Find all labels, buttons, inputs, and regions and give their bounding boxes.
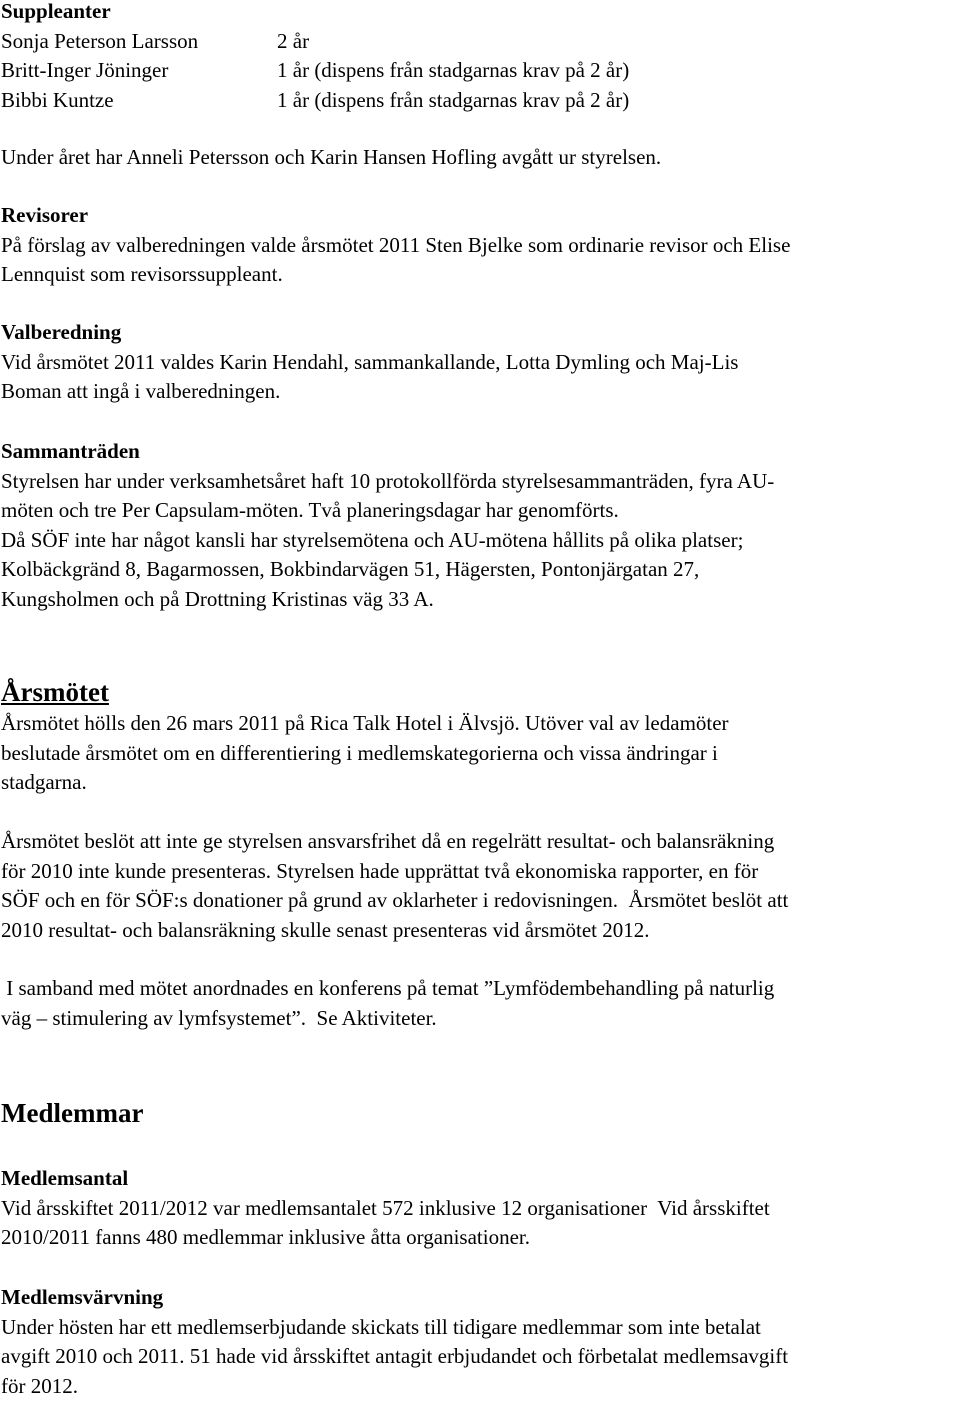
revisorer-line: Lennquist som revisorssuppleant. <box>1 260 959 290</box>
sammantraden-line: Kolbäckgränd 8, Bagarmossen, Bokbindarvägen 51, Hägersten, Pontonjärgatan 27, <box>1 555 959 585</box>
arsmotet-line: 2010 resultat- och balansräkning skulle senast presenteras vid årsmötet 2012. <box>1 916 959 946</box>
valberedning-heading: Valberedning <box>1 318 959 348</box>
arsmotet-line: Årsmötet hölls den 26 mars 2011 på Rica Talk Hotel i Älvsjö. Utöver val av ledamöter <box>1 709 959 739</box>
sammantraden-line: Då SÖF inte har något kansli har styrelsemötena och AU-mötena hållits på olika platser; <box>1 526 959 556</box>
suppleant-name: Bibbi Kuntze <box>1 86 277 116</box>
medlemsantal-heading: Medlemsantal <box>1 1164 959 1194</box>
arsmotet-section <box>1 676 959 708</box>
arsmotet-line: väg – stimulering av lymfsystemet”. Se Aktiviteter. <box>1 1004 959 1034</box>
medlemsantal-section <box>1 1164 959 1253</box>
medlemsvarvning-section <box>1 1283 959 1401</box>
suppleant-row <box>1 27 959 57</box>
medlemsantal-line: Vid årsskiftet 2011/2012 var medlemsantalet 572 inklusive 12 organisationer Vid årsskiftet <box>1 1194 959 1224</box>
suppleant-term: 1 år (dispens från stadgarnas krav på 2 år) <box>277 56 959 86</box>
arsmotet-line: SÖF och en för SÖF:s donationer på grund av oklarheter i redovisningen. Årsmötet beslöt att <box>1 886 959 916</box>
suppleant-row <box>1 86 959 116</box>
revisorer-section <box>1 201 959 290</box>
arsmotet-para-2 <box>1 827 959 945</box>
medlemmar-section <box>1 1097 959 1129</box>
arsmotet-line: beslutade årsmötet om en differentiering i medlemskategorierna och vissa ändringar i <box>1 739 959 769</box>
valberedning-section <box>1 318 959 407</box>
revisorer-heading: Revisorer <box>1 201 959 231</box>
arsmotet-line: I samband med mötet anordnades en konferens på temat ”Lymfödembehandling på naturlig <box>1 974 959 1004</box>
valberedning-line: Boman att ingå i valberedningen. <box>1 377 959 407</box>
avgatt-section <box>1 143 959 173</box>
suppleant-row <box>1 56 959 86</box>
valberedning-line: Vid årsmötet 2011 valdes Karin Hendahl, sammankallande, Lotta Dymling och Maj-Lis <box>1 348 959 378</box>
arsmotet-line: stadgarna. <box>1 768 959 798</box>
suppleant-term: 2 år <box>277 27 959 57</box>
sammantraden-section <box>1 437 959 614</box>
medlemsvarvning-heading: Medlemsvärvning <box>1 1283 959 1313</box>
sammantraden-heading: Sammanträden <box>1 437 959 467</box>
medlemsantal-line: 2010/2011 fanns 480 medlemmar inklusive åtta organisationer. <box>1 1223 959 1253</box>
arsmotet-para-1 <box>1 709 959 798</box>
suppleanter-section <box>1 0 959 115</box>
arsmotet-line: Årsmötet beslöt att inte ge styrelsen ansvarsfrihet då en regelrätt resultat- och balansräkning <box>1 827 959 857</box>
sammantraden-line: Kungsholmen och på Drottning Kristinas väg 33 A. <box>1 585 959 615</box>
suppleanter-heading: Suppleanter <box>1 0 959 27</box>
medlemsvarvning-line: Under hösten har ett medlemserbjudande skickats till tidigare medlemmar som inte betalat <box>1 1313 959 1343</box>
suppleant-name: Sonja Peterson Larsson <box>1 27 277 57</box>
arsmotet-heading: Årsmötet <box>1 676 959 708</box>
suppleant-term: 1 år (dispens från stadgarnas krav på 2 år) <box>277 86 959 116</box>
revisorer-line: På förslag av valberedningen valde årsmötet 2011 Sten Bjelke som ordinarie revisor och Elise <box>1 231 959 261</box>
arsmotet-para-3 <box>1 974 959 1033</box>
medlemmar-heading: Medlemmar <box>1 1097 959 1129</box>
avgatt-text: Under året har Anneli Petersson och Karin Hansen Hofling avgått ur styrelsen. <box>1 143 959 173</box>
arsmotet-line: för 2010 inte kunde presenteras. Styrelsen hade upprättat två ekonomiska rapporter, en för <box>1 857 959 887</box>
suppleant-name: Britt-Inger Jöninger <box>1 56 277 86</box>
sammantraden-line: Styrelsen har under verksamhetsåret haft 10 protokollförda styrelsesammanträden, fyra AU- <box>1 467 959 497</box>
medlemsvarvning-line: avgift 2010 och 2011. 51 hade vid årsskiftet antagit erbjudandet och förbetalat medlemsavgift <box>1 1342 959 1372</box>
sammantraden-line: möten och tre Per Capsulam-möten. Två planeringsdagar har genomförts. <box>1 496 959 526</box>
medlemsvarvning-line: för 2012. <box>1 1372 959 1401</box>
